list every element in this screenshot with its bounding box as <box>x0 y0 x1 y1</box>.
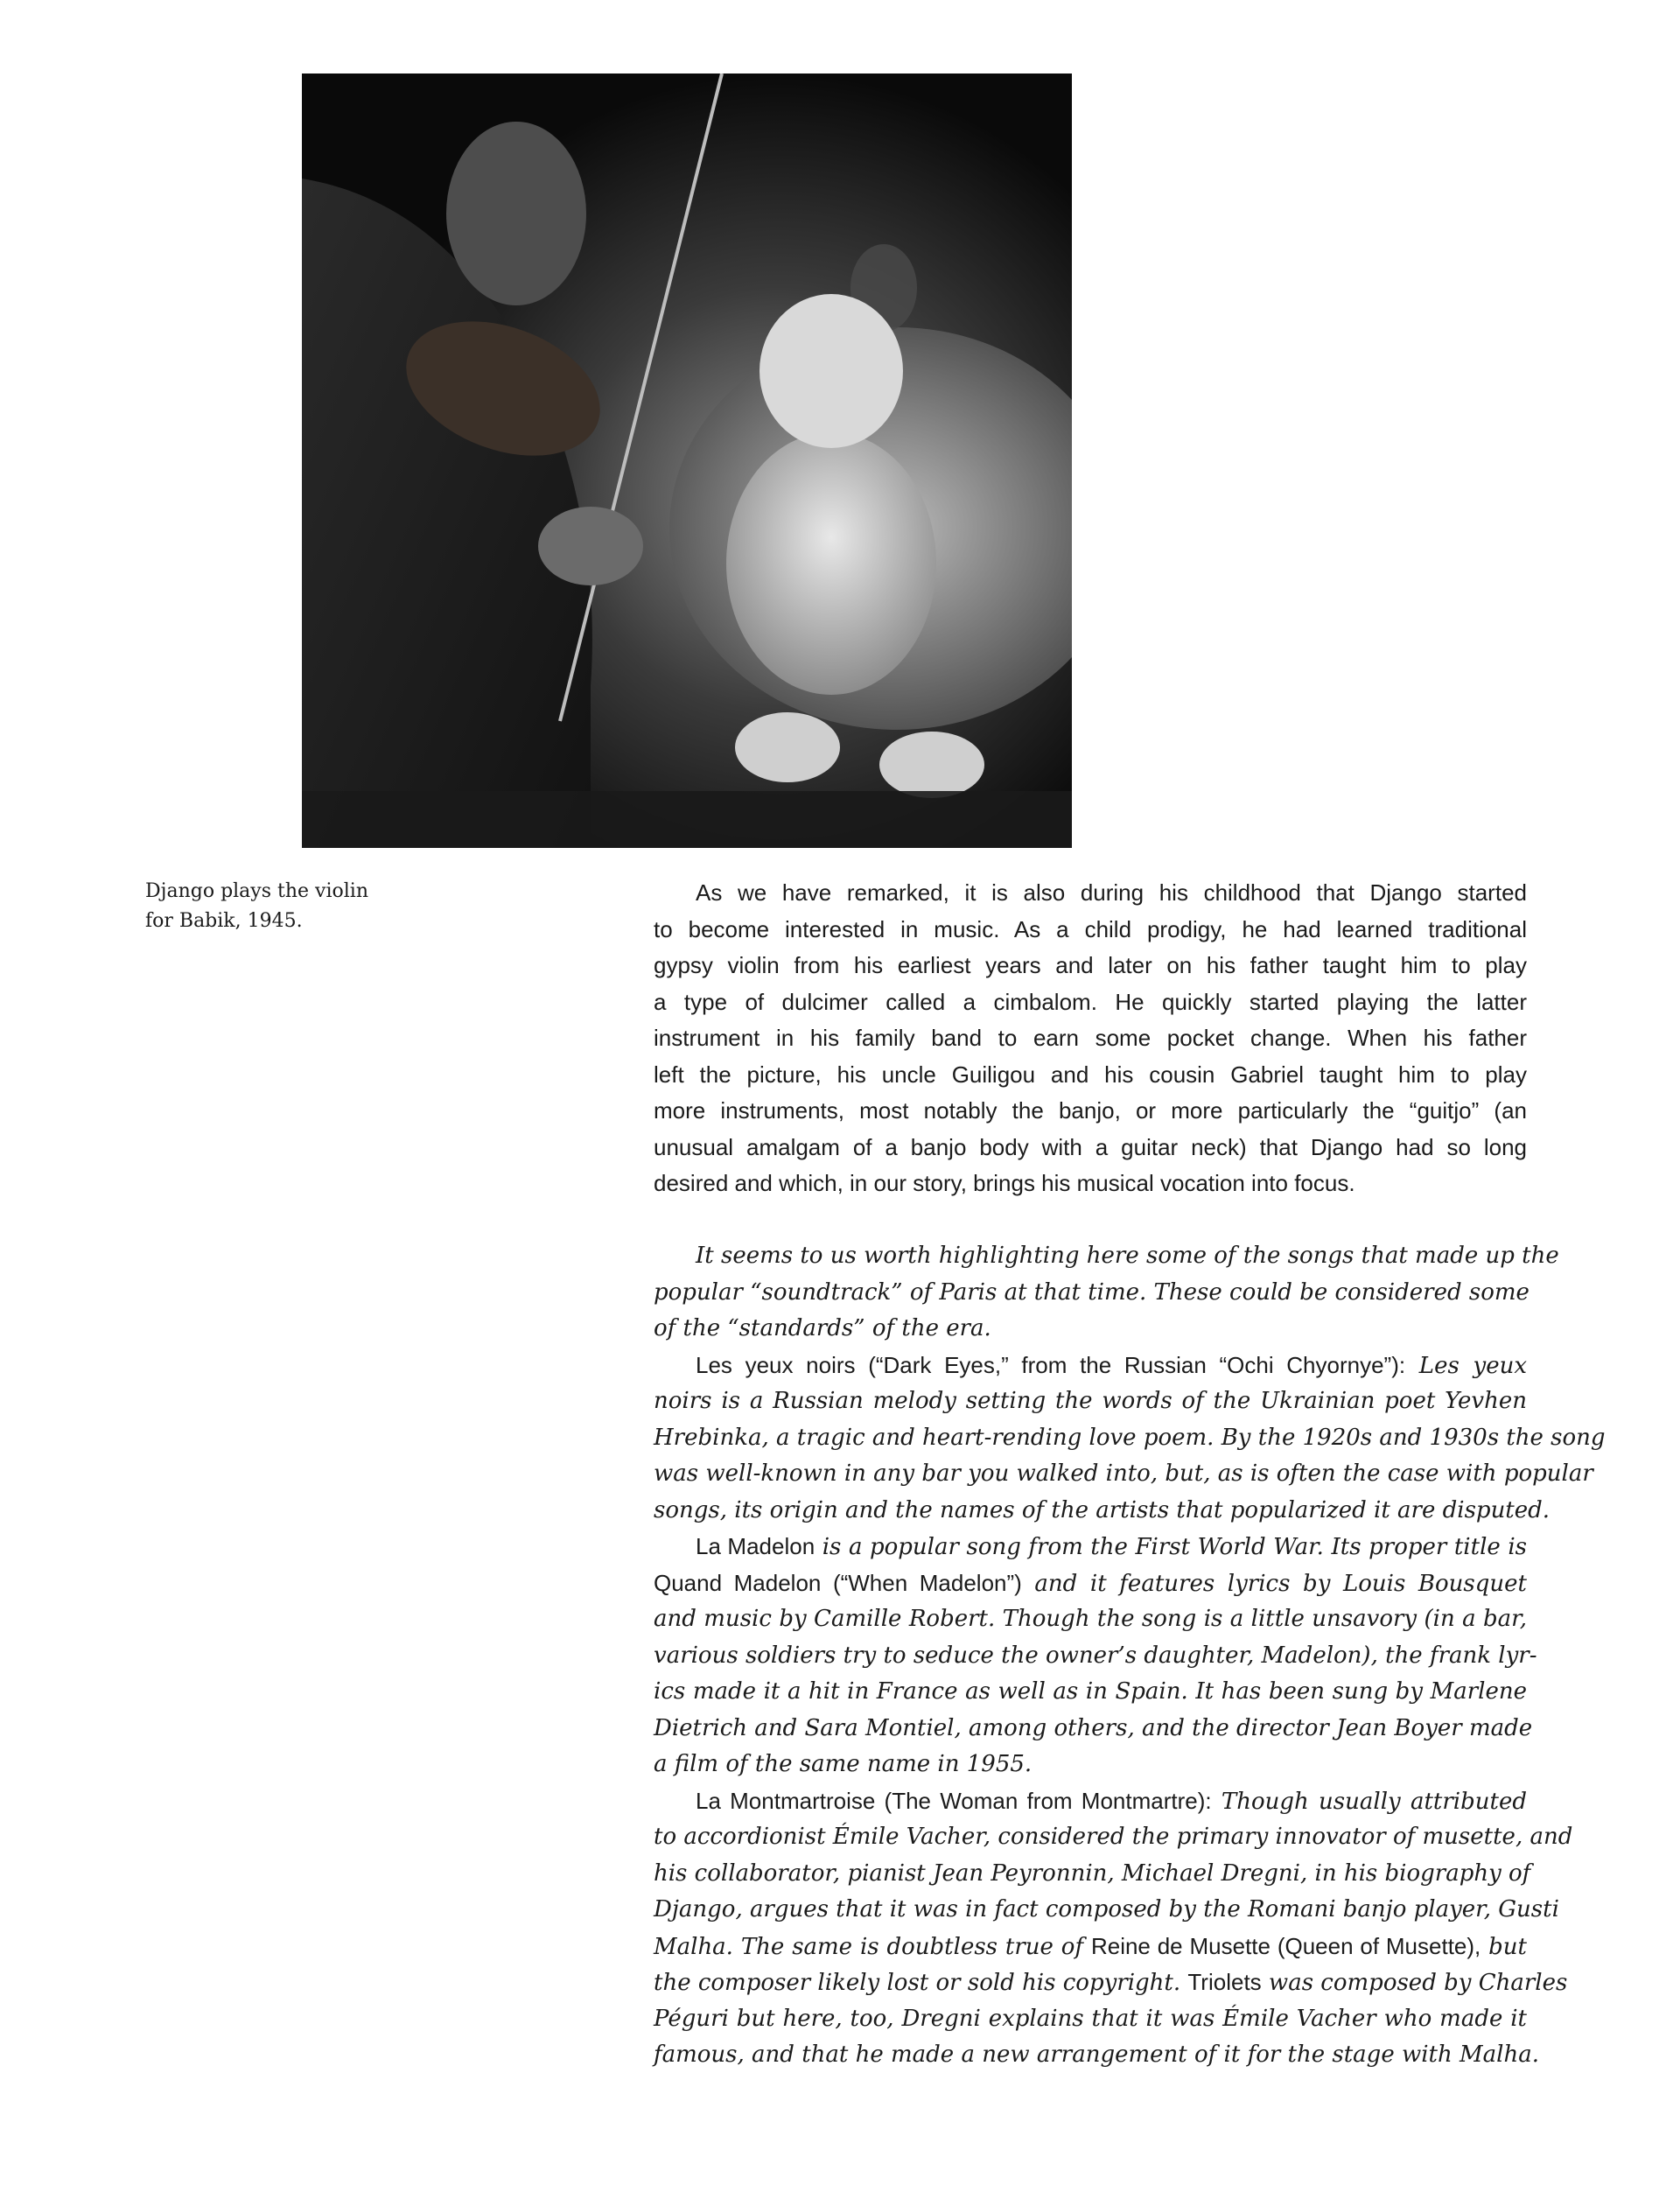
italic-text: but <box>1480 1933 1528 1960</box>
text-line: It seems to us worth highlighting here some of the songs that made up the <box>696 1243 1559 1269</box>
text-line: gypsy violin from his earliest years and later on his father taught him to play <box>654 952 1527 978</box>
article-body <box>654 875 1606 2074</box>
song-title: Les yeux noirs (“Dark Eyes,” from the Russian “Ochi Chyornye”): <box>696 1351 1406 1378</box>
song-title: La Madelon <box>696 1533 816 1559</box>
text-line: and music by Camille Robert. Though the song is a little unsavory (in a bar, <box>654 1606 1527 1632</box>
photo-django-violin-babik <box>302 74 1072 848</box>
song-title: Quand Madelon (“When Madelon”) <box>654 1569 1022 1596</box>
paragraph-les-yeux-noirs <box>654 1348 1606 1530</box>
text-line <box>654 1348 1527 1384</box>
text-line: unusual amalgam of a banjo body with a guitar neck) that Django had so long <box>654 1133 1527 1160</box>
text-line: to become interested in music. As a child prodigy, he had learned traditional <box>654 915 1527 942</box>
text-line: more instruments, most notably the banjo, or more particularly the “guitjo” (an <box>654 1097 1527 1124</box>
text-line: Dietrich and Sara Montiel, among others, and the director Jean Boyer made <box>654 1714 1533 1741</box>
photo-caption <box>145 877 443 936</box>
text-line: songs, its origin and the names of the artists that popularized it are disputed. <box>654 1496 1550 1523</box>
paragraph-la-madelon <box>654 1529 1537 1783</box>
text-line <box>654 1929 1527 1965</box>
text-line: noirs is a Russian melody setting the words of the Ukrainian poet Yevhen <box>654 1388 1527 1414</box>
song-title: Reine de Musette (Queen of Musette), <box>1090 1932 1481 1959</box>
text-line: instrument in his family band to earn some pocket change. When his father <box>654 1025 1527 1051</box>
text-line: Péguri but here, too, Dregni explains that it was Émile Vacher who made it <box>654 2005 1527 2032</box>
paragraph-soundtrack-intro <box>654 1238 1559 1348</box>
italic-text: was composed by Charles <box>1261 1970 1568 1996</box>
caption-line: for Babik, 1945. <box>145 910 303 932</box>
text-line: a type of dulcimer called a cimbalom. He quickly started playing the latter <box>654 988 1527 1015</box>
text-line: desired and which, in our story, brings his musical vocation into focus. <box>654 1170 1355 1196</box>
text-line: ics made it a hit in France as well as in Spain. It has been sung by Marlene <box>654 1678 1527 1705</box>
text-line: popular “soundtrack” of Paris at that time. These could be considered some <box>654 1278 1530 1306</box>
text-line: of the “standards” of the era. <box>654 1315 991 1341</box>
text-line: Django, argues that it was in fact composed by the Romani banjo player, Gusti <box>654 1896 1559 1922</box>
text-line: a film of the same name in 1955. <box>654 1751 1032 1777</box>
italic-text: Les yeux <box>1405 1352 1527 1379</box>
italic-text: and it features lyrics by Louis Bousquet <box>1021 1570 1527 1597</box>
text-line: his collaborator, pianist Jean Peyronnin, Michael Dregni, in his biography of <box>654 1859 1531 1887</box>
caption-line: Django plays the violin <box>145 880 368 902</box>
paragraph-childhood-music <box>654 875 1527 1202</box>
text-line: was well-known in any bar you walked into, but, as is often the case with popular <box>654 1460 1593 1487</box>
italic-text: is a popular song from the First World War. Its proper title is <box>815 1534 1527 1560</box>
text-line: various soldiers try to seduce the owner’s daughter, Madelon), the frank lyr- <box>654 1642 1537 1669</box>
song-title: Triolets <box>1187 1969 1262 1995</box>
paragraph-gap <box>654 1202 1527 1239</box>
italic-text: the composer likely lost or sold his copyright. <box>654 1970 1188 1996</box>
italic-text: Though usually attributed <box>1211 1788 1527 1815</box>
text-line: As we have remarked, it is also during his childhood that Django started <box>696 879 1527 906</box>
text-line: to accordionist Émile Vacher, considered the primary innovator of musette, and <box>654 1824 1573 1850</box>
text-line <box>654 1964 1568 2001</box>
text-line <box>654 1783 1527 1820</box>
photo-image <box>302 74 1072 848</box>
text-line: famous, and that he made a new arrangement of it for the stage with Malha. <box>654 2041 1539 2068</box>
italic-text: Malha. The same is doubtless true of <box>654 1933 1091 1960</box>
text-line <box>654 1529 1527 1565</box>
text-line: left the picture, his uncle Guiligou and his cousin Gabriel taught him to play <box>654 1061 1527 1088</box>
song-title: La Montmartroise (The Woman from Montmartre): <box>696 1787 1212 1814</box>
paragraph-la-montmartroise <box>654 1783 1573 2074</box>
text-line: Hrebinka, a tragic and heart-rending love poem. By the 1920s and 1930s the song <box>654 1424 1606 1451</box>
text-line <box>654 1565 1527 1602</box>
